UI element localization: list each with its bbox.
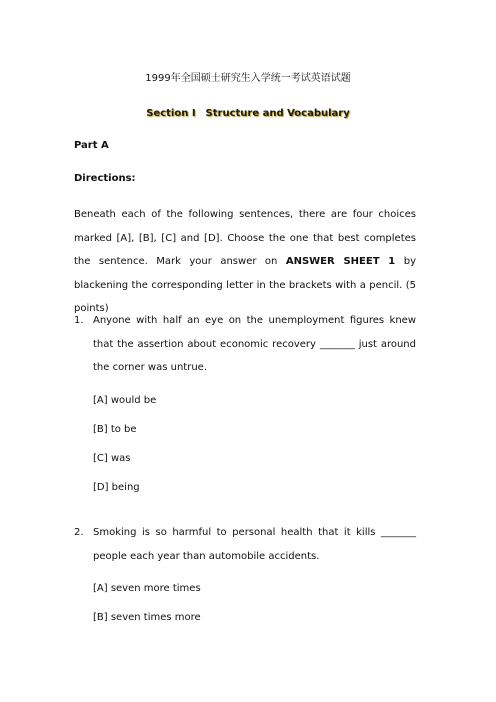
option-a: [A] seven more times xyxy=(93,583,201,594)
question-1 xyxy=(74,315,416,494)
directions-heading: Directions: xyxy=(74,173,136,184)
question-2 xyxy=(74,527,416,624)
part-heading: Part A xyxy=(74,140,109,151)
question-number: 2. xyxy=(74,527,84,538)
directions-text-after: by blackening the corresponding letter in the brackets with a pencil. (5 points) xyxy=(74,256,416,314)
option-b: [B] to be xyxy=(93,423,137,435)
section-name: Structure and Vocabulary xyxy=(205,108,350,119)
directions-text xyxy=(74,203,416,321)
section-heading xyxy=(0,107,496,120)
option-b: [B] seven times more xyxy=(93,612,201,623)
exam-title: 1999年全国硕士研究生入学统一考试英语试题 xyxy=(145,73,351,84)
question-number: 1. xyxy=(74,315,84,326)
option-a: [A] would be xyxy=(93,394,157,406)
question-stem: Anyone with half an eye on the unemployment figures knew that the assertion about economic recovery _______ just around the corner was untrue. xyxy=(93,315,416,373)
option-d: [D] being xyxy=(93,481,140,493)
answer-sheet-reference: ANSWER SHEET 1 xyxy=(285,256,396,267)
directions-text-before: Beneath each of the following sentences, there are four choices marked [A], [B], [C] and [D]. Choose the one that best completes the sentence. Mark your answer on xyxy=(74,209,416,267)
option-c: [C] was xyxy=(93,452,131,464)
question-stem: Smoking is so harmful to personal health that it kills _______ people each year than automobile accidents. xyxy=(93,527,416,562)
section-label: Section I xyxy=(146,108,196,119)
